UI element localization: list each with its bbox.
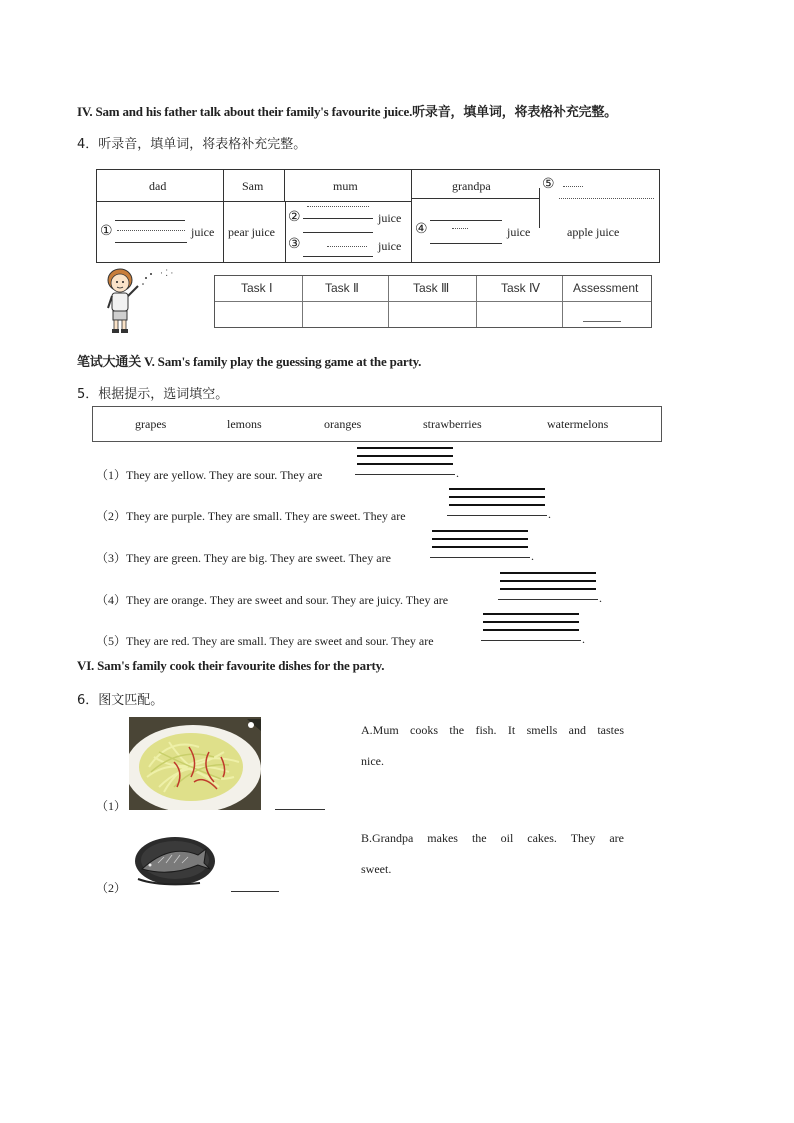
task-4-label: Task Ⅳ bbox=[501, 281, 541, 295]
grandpa-juice-label: juice bbox=[507, 225, 531, 239]
item-4-num: （4） bbox=[96, 593, 127, 607]
juice-table bbox=[96, 169, 660, 263]
word-bank bbox=[92, 406, 662, 442]
boy-illustration bbox=[98, 266, 148, 336]
period-1: . bbox=[456, 466, 459, 480]
item-4-text: They are orange. They are sweet and sour. They are juicy. They are bbox=[126, 593, 449, 607]
word-grapes: grapes bbox=[135, 417, 167, 431]
answer-blank-4[interactable] bbox=[498, 570, 598, 602]
section-6-title: VI. Sam's family cook their favourite dishes for the party. bbox=[77, 658, 385, 673]
header-blank-5: ⑤ bbox=[542, 177, 555, 192]
header-dad: dad bbox=[149, 179, 167, 193]
blank-1-bottom[interactable] bbox=[115, 242, 187, 243]
marker-2: ② bbox=[288, 210, 301, 225]
section-5-title: 笔试大通关 V. Sam's family play the guessing game at the party. bbox=[77, 354, 422, 369]
header-grandpa: grandpa bbox=[452, 179, 491, 193]
marker-4: ④ bbox=[415, 222, 428, 237]
fill-item-1 bbox=[96, 466, 322, 483]
fill-item-5 bbox=[96, 632, 434, 649]
period-3: . bbox=[531, 549, 534, 563]
word-watermelons: watermelons bbox=[547, 417, 609, 431]
item-2-text: They are purple. They are small. They are sweet. They are bbox=[126, 509, 406, 523]
fill-item-4 bbox=[96, 591, 448, 608]
question-4-prompt: 4．听录音，填单词，将表格补充完整。 bbox=[77, 137, 307, 152]
item-5-text: They are red. They are small. They are sweet and sour. They are bbox=[126, 634, 434, 648]
item-1-num: （1） bbox=[96, 468, 127, 482]
period-4: . bbox=[599, 591, 602, 605]
blank-1-top[interactable] bbox=[115, 220, 185, 221]
fish-plate-icon bbox=[130, 833, 216, 889]
fish-dish-image bbox=[130, 833, 216, 889]
boy-icon bbox=[98, 266, 158, 336]
option-b-line-1: B.Grandpa makes the oil cakes. They are bbox=[361, 831, 624, 845]
period-2: . bbox=[548, 507, 551, 521]
sam-juice: pear juice bbox=[228, 225, 275, 239]
answer-blank-5[interactable] bbox=[481, 611, 581, 643]
option-a bbox=[361, 715, 624, 777]
match-blank-1[interactable] bbox=[275, 809, 325, 810]
potato-dish-image bbox=[129, 717, 261, 810]
word-oranges: oranges bbox=[324, 417, 362, 431]
answer-blank-3[interactable] bbox=[430, 528, 530, 560]
assessment-table bbox=[214, 275, 652, 328]
header-mum: mum bbox=[333, 179, 358, 193]
period-5: . bbox=[582, 632, 585, 646]
blank-3[interactable] bbox=[303, 256, 373, 257]
col5-juice: apple juice bbox=[567, 225, 620, 239]
sparkle-marks: · ⁚ · bbox=[160, 268, 174, 278]
match-item-1-num: （1） bbox=[96, 799, 127, 813]
item-3-num: （3） bbox=[96, 551, 127, 565]
mum-juice-label-1: juice bbox=[378, 211, 402, 225]
option-b bbox=[361, 823, 624, 885]
fill-item-2 bbox=[96, 507, 406, 524]
match-blank-2[interactable] bbox=[231, 891, 279, 892]
task-1-label: Task Ⅰ bbox=[241, 281, 273, 295]
blank-4-top[interactable] bbox=[430, 220, 502, 221]
item-1-text: They are yellow. They are sour. They are bbox=[126, 468, 323, 482]
option-a-line-1: A.Mum cooks the fish. It smells and tastes bbox=[361, 723, 624, 737]
blank-4-bottom[interactable] bbox=[430, 243, 502, 244]
task-2-label: Task Ⅱ bbox=[325, 281, 359, 295]
answer-blank-2[interactable] bbox=[447, 486, 547, 518]
fill-item-3 bbox=[96, 549, 391, 566]
task-3-label: Task Ⅲ bbox=[413, 281, 450, 295]
item-3-text: They are green. They are big. They are sweet. They are bbox=[126, 551, 391, 565]
answer-blank-1[interactable] bbox=[355, 445, 455, 477]
word-strawberries: strawberries bbox=[423, 417, 482, 431]
header-sam: Sam bbox=[242, 179, 264, 193]
assessment-label: Assessment bbox=[573, 281, 639, 295]
question-6-prompt: 6．图文匹配。 bbox=[77, 693, 164, 708]
shredded-potato-icon bbox=[129, 717, 261, 810]
word-lemons: lemons bbox=[227, 417, 262, 431]
blank-2[interactable] bbox=[303, 218, 373, 219]
question-5-prompt: 5．根据提示，选词填空。 bbox=[77, 387, 229, 402]
marker-1: ① bbox=[100, 224, 113, 239]
mum-juice-label-2: juice bbox=[378, 239, 402, 253]
option-a-line-2: nice. bbox=[361, 754, 384, 768]
dad-juice-label: juice bbox=[191, 225, 215, 239]
item-2-num: （2） bbox=[96, 509, 127, 523]
option-b-line-2: sweet. bbox=[361, 862, 392, 876]
item-5-num: （5） bbox=[96, 634, 127, 648]
section-4-title: IV. Sam and his father talk about their family's favourite juice.听录音，填单词，将表格补充完整。 bbox=[77, 104, 617, 119]
marker-3: ③ bbox=[288, 237, 301, 252]
match-item-2-num: （2） bbox=[96, 881, 127, 895]
